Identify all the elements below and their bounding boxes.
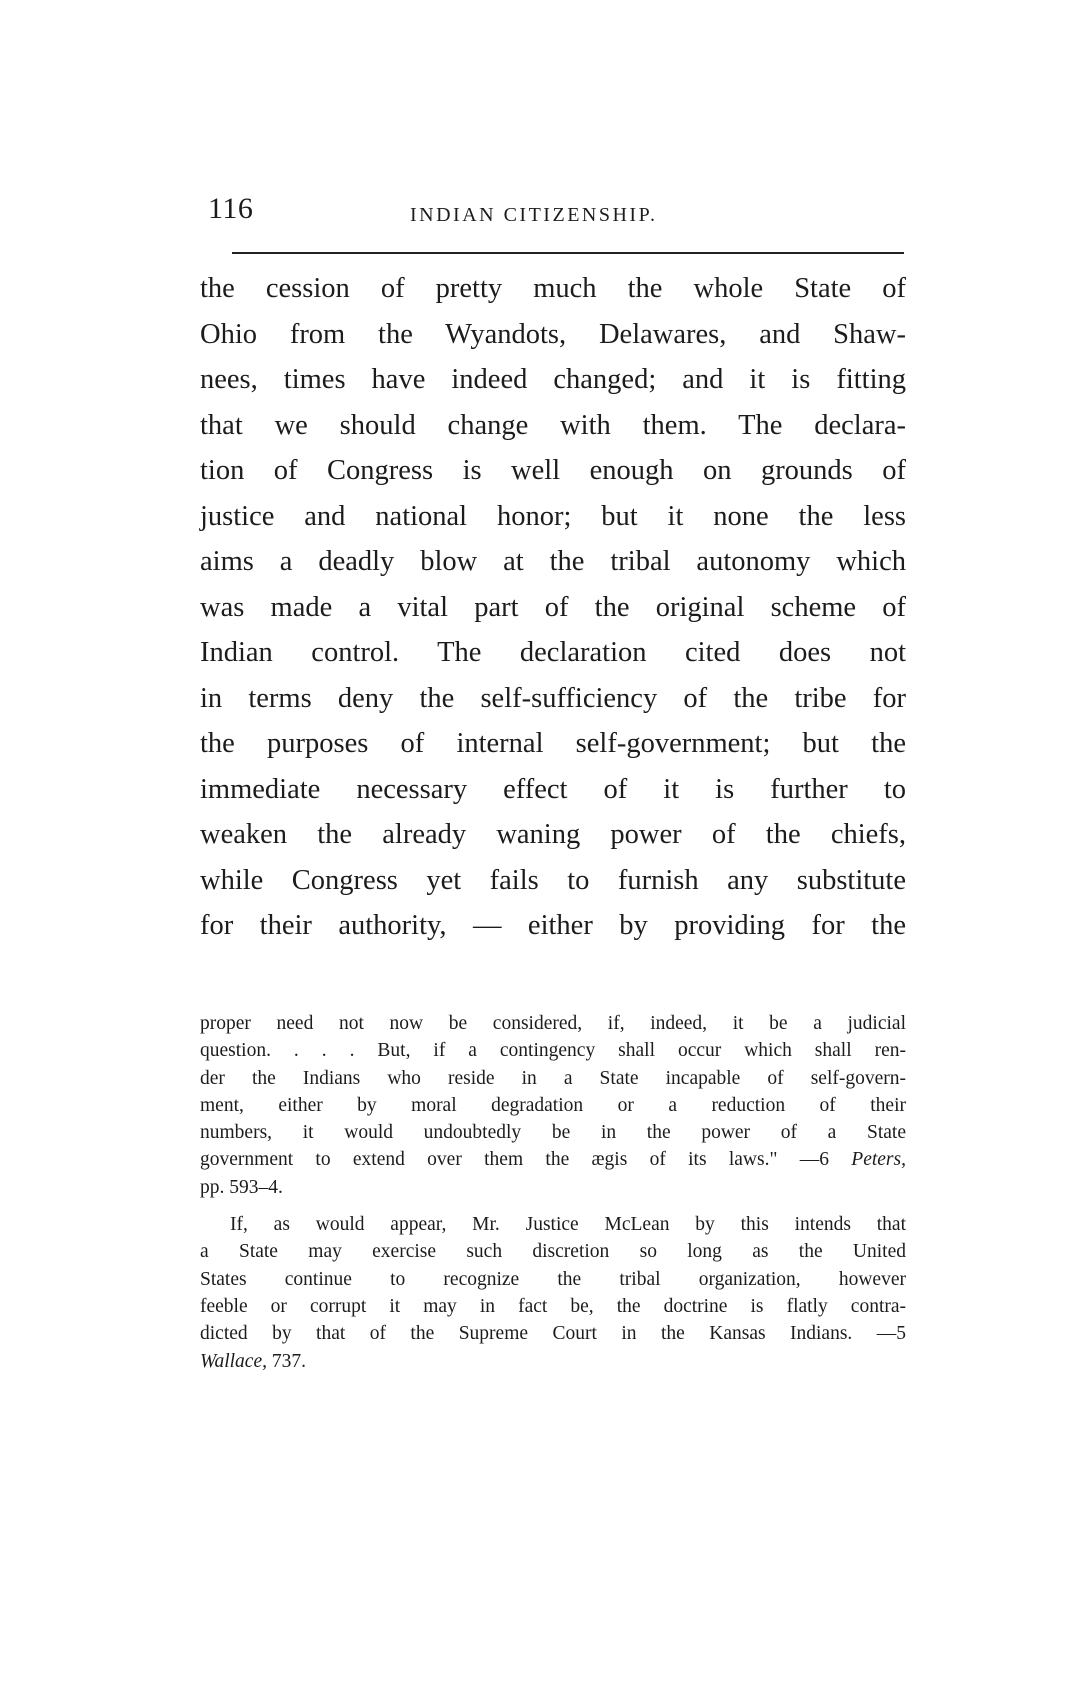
running-head <box>208 192 908 232</box>
text-line: the purposes of internal self-government; but the <box>200 728 906 759</box>
text-line: for their authority, — either by providing for the <box>200 910 906 941</box>
footnote-line: pp. 593–4. <box>200 1176 283 1198</box>
text-line: Ohio from the Wyandots, Delawares, and Shaw- <box>200 318 906 350</box>
text-line: Indian control. The declaration cited does not <box>200 637 906 668</box>
text-line: that we should change with them. The declara- <box>200 409 906 441</box>
text-line: the cession of pretty much the whole State of <box>200 273 906 304</box>
footnote-paragraph-1 <box>200 1010 906 1201</box>
text-line: tion of Congress is well enough on grounds of <box>200 455 906 486</box>
footnote-text: government to extend over them the ægis of its laws." —6 <box>200 1149 852 1171</box>
text-line: in terms deny the self-sufficiency of the tribe for <box>200 682 906 714</box>
citation-page: 737. <box>266 1350 306 1372</box>
text-line: while Congress yet fails to furnish any substitute <box>200 864 906 896</box>
footnote-line: dicted by that of the Supreme Court in the Kansas Indians. —5 <box>200 1323 906 1345</box>
footnote-line-citation <box>200 1146 906 1173</box>
citation-source: Wallace, <box>200 1350 267 1372</box>
text-line: aims a deadly blow at the tribal autonomy which <box>200 546 906 577</box>
text-line: nees, times have indeed changed; and it is fitting <box>200 364 906 395</box>
footnote-line: a State may exercise such discretion so long as the United <box>200 1241 906 1263</box>
text-line: was made a vital part of the original scheme of <box>200 591 906 623</box>
text-line: justice and national honor; but it none the less <box>200 500 906 532</box>
footnote-line: question. . . . But, if a contingency shall occur which shall ren- <box>200 1040 906 1062</box>
footnote-line-citation <box>200 1348 906 1375</box>
citation-source: Peters, <box>851 1149 906 1171</box>
footnote-line: der the Indians who reside in a State incapable of self-govern- <box>200 1067 906 1089</box>
footnote-line: States continue to recognize the tribal organization, however <box>200 1268 906 1290</box>
footnote-paragraph-2 <box>200 1211 906 1375</box>
footnote-line: feeble or corrupt it may in fact be, the doctrine is flatly contra- <box>200 1295 906 1317</box>
footnotes <box>200 1010 906 1385</box>
footnote-line: ment, either by moral degradation or a reduction of their <box>200 1094 906 1116</box>
text-line: weaken the already waning power of the chiefs, <box>200 819 906 850</box>
footnote-line: If, as would appear, Mr. Justice McLean by this intends that <box>230 1214 906 1236</box>
text-line: immediate necessary effect of it is further to <box>200 773 906 805</box>
page-number: 116 <box>208 192 254 225</box>
running-title: INDIAN CITIZENSHIP. <box>410 204 658 226</box>
footnote-line: numbers, it would undoubtedly be in the power of a State <box>200 1122 906 1144</box>
main-text <box>200 266 906 949</box>
header-rule <box>232 252 904 254</box>
footnote-line: proper need not now be considered, if, indeed, it be a judicial <box>200 1013 906 1034</box>
